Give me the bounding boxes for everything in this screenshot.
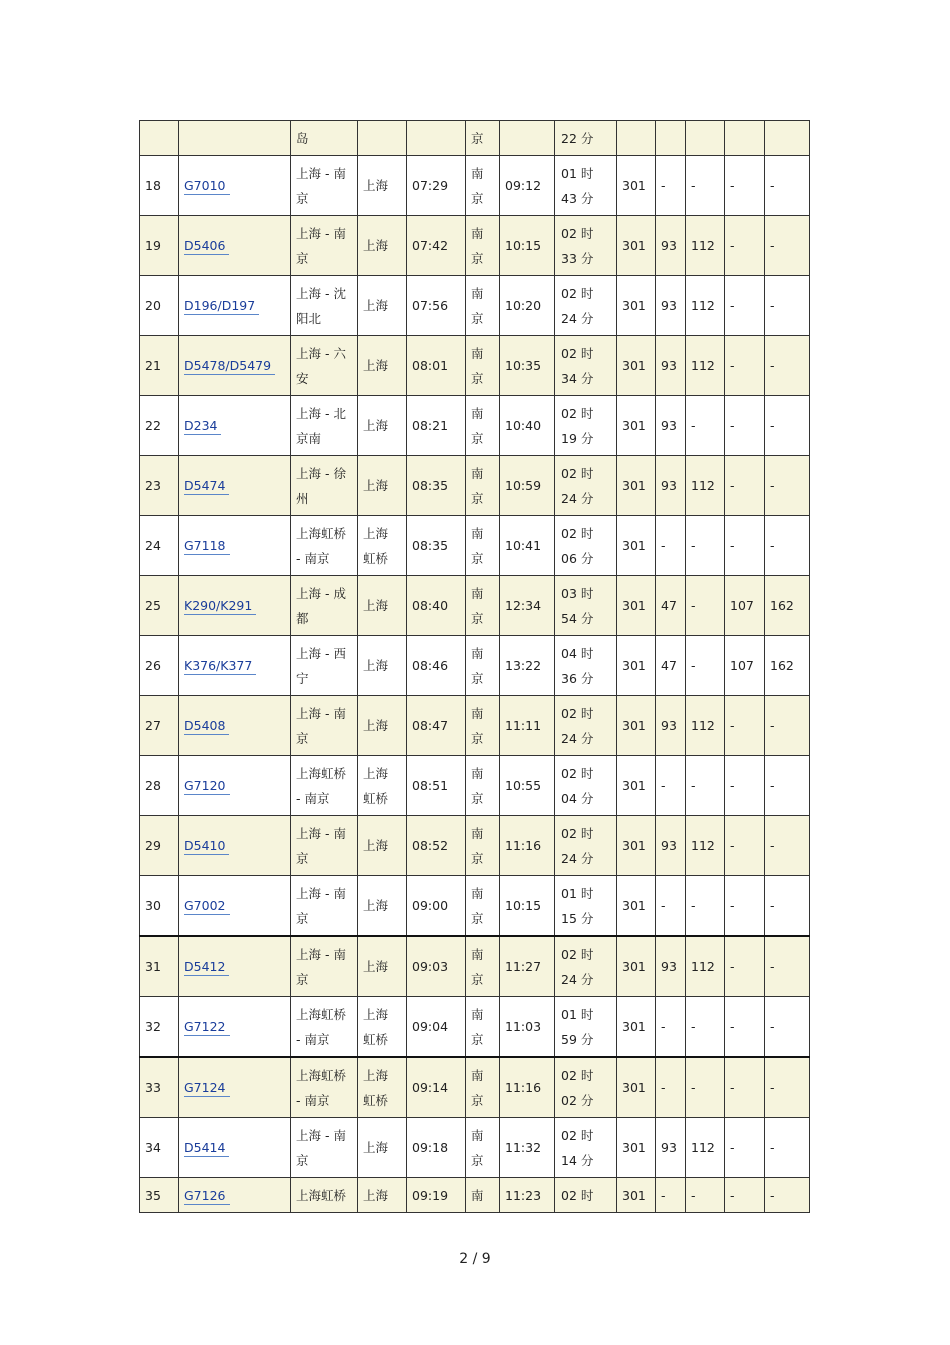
row-number-cell: 20 — [140, 276, 179, 336]
train-number-cell — [179, 1118, 291, 1178]
route-cell: 上海 - 南 京 — [291, 216, 358, 276]
departure-station-cell: 上海 — [358, 876, 407, 937]
route-cell: 上海虹桥 — [291, 1178, 358, 1213]
train-number-link[interactable]: D5412 — [184, 959, 229, 976]
route-cell: 上海 - 南 京 — [291, 156, 358, 216]
departure-time-cell: 07:56 — [407, 276, 466, 336]
duration-cell: 02 时 24 分 — [555, 936, 617, 997]
train-number-link[interactable]: D5414 — [184, 1140, 229, 1157]
price-cell: 301 — [617, 396, 656, 456]
price-cell: - — [656, 876, 686, 937]
price-cell: 301 — [617, 456, 656, 516]
price-cell: 47 — [656, 576, 686, 636]
arrival-time-cell: 11:11 — [500, 696, 555, 756]
table-row — [140, 1118, 810, 1178]
departure-station-cell: 上海 — [358, 396, 407, 456]
price-cell: 301 — [617, 756, 656, 816]
train-number-cell — [179, 816, 291, 876]
train-number-link[interactable]: K290/K291 — [184, 598, 256, 615]
duration-cell: 03 时 54 分 — [555, 576, 617, 636]
route-cell: 上海虹桥 - 南京 — [291, 1057, 358, 1118]
row-number-cell: 29 — [140, 816, 179, 876]
table-row — [140, 997, 810, 1058]
price-cell: - — [765, 696, 810, 756]
departure-time-cell: 07:29 — [407, 156, 466, 216]
table-row — [140, 396, 810, 456]
departure-time-cell: 08:51 — [407, 756, 466, 816]
price-cell — [765, 121, 810, 156]
price-cell: - — [725, 276, 765, 336]
train-number-link[interactable]: D5410 — [184, 838, 229, 855]
page-number: 2 / 9 — [459, 1251, 491, 1267]
train-number-cell — [179, 336, 291, 396]
route-cell: 岛 — [291, 121, 358, 156]
arrival-station-cell: 南 京 — [466, 876, 500, 937]
price-cell: 162 — [765, 576, 810, 636]
row-number-cell: 24 — [140, 516, 179, 576]
price-cell: 93 — [656, 216, 686, 276]
price-cell: - — [765, 816, 810, 876]
arrival-station-cell: 南 京 — [466, 636, 500, 696]
row-number-cell: 35 — [140, 1178, 179, 1213]
arrival-time-cell: 12:34 — [500, 576, 555, 636]
price-cell: - — [725, 216, 765, 276]
route-cell: 上海 - 六 安 — [291, 336, 358, 396]
train-schedule-table — [139, 120, 810, 1213]
train-number-cell — [179, 216, 291, 276]
price-cell: 107 — [725, 576, 765, 636]
price-cell: - — [686, 636, 725, 696]
table-row — [140, 156, 810, 216]
table-row — [140, 516, 810, 576]
train-number-cell — [179, 936, 291, 997]
arrival-station-cell: 南 京 — [466, 756, 500, 816]
train-number-cell — [179, 516, 291, 576]
duration-cell: 02 时 34 分 — [555, 336, 617, 396]
departure-time-cell: 08:01 — [407, 336, 466, 396]
arrival-station-cell: 南 京 — [466, 156, 500, 216]
price-cell: 301 — [617, 156, 656, 216]
price-cell: - — [765, 456, 810, 516]
price-cell: 301 — [617, 816, 656, 876]
price-cell: - — [656, 516, 686, 576]
arrival-station-cell: 南 — [466, 1178, 500, 1213]
train-number-cell — [179, 1057, 291, 1118]
train-number-cell — [179, 121, 291, 156]
arrival-station-cell: 南 京 — [466, 456, 500, 516]
row-number-cell: 22 — [140, 396, 179, 456]
arrival-time-cell: 10:15 — [500, 876, 555, 937]
route-cell: 上海虹桥 - 南京 — [291, 516, 358, 576]
train-number-link[interactable]: D5406 — [184, 238, 229, 255]
row-number-cell — [140, 121, 179, 156]
departure-time-cell: 08:40 — [407, 576, 466, 636]
price-cell: - — [725, 156, 765, 216]
price-cell: 301 — [617, 696, 656, 756]
route-cell: 上海 - 徐 州 — [291, 456, 358, 516]
departure-time-cell: 09:19 — [407, 1178, 466, 1213]
train-number-link[interactable]: G7126 — [184, 1188, 230, 1205]
arrival-time-cell: 10:15 — [500, 216, 555, 276]
price-cell: 112 — [686, 936, 725, 997]
price-cell: 301 — [617, 997, 656, 1058]
departure-station-cell: 上海 — [358, 816, 407, 876]
duration-cell: 02 时 02 分 — [555, 1057, 617, 1118]
duration-cell: 01 时 43 分 — [555, 156, 617, 216]
arrival-time-cell: 10:55 — [500, 756, 555, 816]
price-cell: 301 — [617, 1178, 656, 1213]
price-cell: 107 — [725, 636, 765, 696]
duration-cell: 02 时 24 分 — [555, 816, 617, 876]
duration-cell: 02 时 24 分 — [555, 276, 617, 336]
train-number-link[interactable]: G7002 — [184, 898, 230, 915]
train-number-cell — [179, 156, 291, 216]
price-cell: - — [765, 997, 810, 1058]
arrival-station-cell: 南 京 — [466, 997, 500, 1058]
table-row — [140, 756, 810, 816]
table-row — [140, 1057, 810, 1118]
price-cell: - — [686, 876, 725, 937]
departure-time-cell: 09:04 — [407, 997, 466, 1058]
departure-station-cell: 上海 虹桥 — [358, 756, 407, 816]
departure-time-cell: 08:35 — [407, 516, 466, 576]
train-number-cell — [179, 1178, 291, 1213]
price-cell — [686, 121, 725, 156]
train-number-cell — [179, 636, 291, 696]
price-cell: - — [765, 876, 810, 937]
arrival-station-cell: 南 京 — [466, 696, 500, 756]
price-cell: 93 — [656, 1118, 686, 1178]
route-cell: 上海 - 南 京 — [291, 876, 358, 937]
price-cell — [725, 121, 765, 156]
price-cell: - — [656, 156, 686, 216]
arrival-station-cell: 南 京 — [466, 516, 500, 576]
price-cell: - — [656, 756, 686, 816]
departure-time-cell: 09:00 — [407, 876, 466, 937]
table-row — [140, 576, 810, 636]
table-row — [140, 876, 810, 937]
price-cell: 112 — [686, 696, 725, 756]
departure-time-cell: 09:18 — [407, 1118, 466, 1178]
train-number-cell — [179, 276, 291, 336]
price-cell: - — [725, 1118, 765, 1178]
row-number-cell: 26 — [140, 636, 179, 696]
row-number-cell: 30 — [140, 876, 179, 937]
row-number-cell: 21 — [140, 336, 179, 396]
departure-time-cell: 09:03 — [407, 936, 466, 997]
row-number-cell: 32 — [140, 997, 179, 1058]
price-cell: 301 — [617, 876, 656, 937]
price-cell: - — [725, 936, 765, 997]
price-cell: - — [725, 997, 765, 1058]
arrival-time-cell: 13:22 — [500, 636, 555, 696]
route-cell: 上海 - 沈 阳北 — [291, 276, 358, 336]
departure-time-cell: 08:47 — [407, 696, 466, 756]
train-number-link[interactable]: G7118 — [184, 538, 230, 555]
departure-station-cell: 上海 虹桥 — [358, 516, 407, 576]
price-cell: 47 — [656, 636, 686, 696]
price-cell: 301 — [617, 516, 656, 576]
price-cell: - — [765, 396, 810, 456]
price-cell: - — [765, 756, 810, 816]
departure-time-cell: 08:46 — [407, 636, 466, 696]
price-cell: 112 — [686, 1118, 725, 1178]
route-cell: 上海虹桥 - 南京 — [291, 997, 358, 1058]
departure-station-cell: 上海 — [358, 456, 407, 516]
row-number-cell: 28 — [140, 756, 179, 816]
row-number-cell: 27 — [140, 696, 179, 756]
table-row — [140, 636, 810, 696]
arrival-station-cell: 南 京 — [466, 936, 500, 997]
price-cell: 93 — [656, 336, 686, 396]
departure-station-cell — [358, 121, 407, 156]
table-row — [140, 816, 810, 876]
table-row — [140, 121, 810, 156]
train-number-cell — [179, 396, 291, 456]
price-cell: 301 — [617, 1118, 656, 1178]
train-number-link[interactable]: D5478/D5479 — [184, 358, 275, 375]
duration-cell: 01 时 15 分 — [555, 876, 617, 937]
price-cell: - — [656, 1057, 686, 1118]
price-cell: 112 — [686, 816, 725, 876]
train-number-link[interactable]: G7124 — [184, 1080, 230, 1097]
price-cell: 93 — [656, 276, 686, 336]
train-number-link[interactable]: D196/D197 — [184, 298, 259, 315]
price-cell: - — [765, 276, 810, 336]
departure-time-cell: 08:21 — [407, 396, 466, 456]
route-cell: 上海 - 成 都 — [291, 576, 358, 636]
arrival-station-cell: 南 京 — [466, 216, 500, 276]
train-number-cell — [179, 456, 291, 516]
price-cell: 112 — [686, 336, 725, 396]
table-row — [140, 696, 810, 756]
departure-time-cell: 08:35 — [407, 456, 466, 516]
price-cell: 301 — [617, 336, 656, 396]
duration-cell: 04 时 36 分 — [555, 636, 617, 696]
price-cell: - — [725, 876, 765, 937]
price-cell: - — [656, 997, 686, 1058]
price-cell: 93 — [656, 696, 686, 756]
train-number-link[interactable]: G7122 — [184, 1019, 230, 1036]
price-cell: - — [765, 216, 810, 276]
price-cell: - — [765, 516, 810, 576]
arrival-station-cell: 南 京 — [466, 1118, 500, 1178]
departure-station-cell: 上海 — [358, 1118, 407, 1178]
price-cell: - — [656, 1178, 686, 1213]
row-number-cell: 18 — [140, 156, 179, 216]
price-cell: - — [765, 1118, 810, 1178]
departure-time-cell — [407, 121, 466, 156]
route-cell: 上海 - 西 宁 — [291, 636, 358, 696]
price-cell: - — [765, 936, 810, 997]
departure-station-cell: 上海 — [358, 156, 407, 216]
duration-cell: 02 时 24 分 — [555, 456, 617, 516]
row-number-cell: 19 — [140, 216, 179, 276]
arrival-station-cell: 南 京 — [466, 1057, 500, 1118]
row-number-cell: 31 — [140, 936, 179, 997]
price-cell: 112 — [686, 456, 725, 516]
table-row — [140, 216, 810, 276]
departure-station-cell: 上海 — [358, 636, 407, 696]
arrival-time-cell: 10:40 — [500, 396, 555, 456]
departure-time-cell: 07:42 — [407, 216, 466, 276]
arrival-station-cell: 南 京 — [466, 336, 500, 396]
price-cell: - — [686, 997, 725, 1058]
route-cell: 上海 - 北 京南 — [291, 396, 358, 456]
price-cell: 93 — [656, 456, 686, 516]
price-cell: - — [686, 1057, 725, 1118]
duration-cell: 02 时 04 分 — [555, 756, 617, 816]
row-number-cell: 34 — [140, 1118, 179, 1178]
duration-cell: 02 时 19 分 — [555, 396, 617, 456]
table-row — [140, 276, 810, 336]
arrival-time-cell: 10:59 — [500, 456, 555, 516]
price-cell: 162 — [765, 636, 810, 696]
arrival-station-cell: 南 京 — [466, 816, 500, 876]
arrival-time-cell: 11:27 — [500, 936, 555, 997]
route-cell: 上海 - 南 京 — [291, 816, 358, 876]
price-cell: - — [765, 336, 810, 396]
price-cell: - — [725, 456, 765, 516]
train-number-link[interactable]: D5408 — [184, 718, 229, 735]
arrival-time-cell — [500, 121, 555, 156]
departure-time-cell: 09:14 — [407, 1057, 466, 1118]
arrival-time-cell: 10:41 — [500, 516, 555, 576]
train-number-cell — [179, 696, 291, 756]
arrival-time-cell: 09:12 — [500, 156, 555, 216]
price-cell: 301 — [617, 936, 656, 997]
price-cell: 112 — [686, 216, 725, 276]
departure-station-cell: 上海 虹桥 — [358, 1057, 407, 1118]
departure-station-cell: 上海 — [358, 936, 407, 997]
price-cell: 93 — [656, 396, 686, 456]
departure-station-cell: 上海 虹桥 — [358, 997, 407, 1058]
train-number-cell — [179, 756, 291, 816]
train-number-cell — [179, 876, 291, 937]
arrival-time-cell: 11:32 — [500, 1118, 555, 1178]
departure-station-cell: 上海 — [358, 696, 407, 756]
arrival-station-cell: 南 京 — [466, 396, 500, 456]
train-number-link[interactable]: D234 — [184, 418, 221, 435]
row-number-cell: 25 — [140, 576, 179, 636]
price-cell: - — [725, 336, 765, 396]
arrival-time-cell: 10:35 — [500, 336, 555, 396]
route-cell: 上海 - 南 京 — [291, 696, 358, 756]
departure-station-cell: 上海 — [358, 576, 407, 636]
price-cell: 112 — [686, 276, 725, 336]
arrival-time-cell: 11:16 — [500, 816, 555, 876]
train-number-link[interactable]: G7120 — [184, 778, 230, 795]
price-cell: 93 — [656, 816, 686, 876]
train-number-cell — [179, 997, 291, 1058]
price-cell: 301 — [617, 636, 656, 696]
train-number-link[interactable]: K376/K377 — [184, 658, 256, 675]
arrival-station-cell: 南 京 — [466, 576, 500, 636]
table-row — [140, 336, 810, 396]
price-cell: - — [686, 756, 725, 816]
row-number-cell: 23 — [140, 456, 179, 516]
arrival-time-cell: 11:23 — [500, 1178, 555, 1213]
price-cell: - — [765, 1178, 810, 1213]
departure-station-cell: 上海 — [358, 276, 407, 336]
train-number-link[interactable]: G7010 — [184, 178, 230, 195]
price-cell: - — [765, 1057, 810, 1118]
price-cell: - — [686, 576, 725, 636]
price-cell: - — [765, 156, 810, 216]
arrival-station-cell: 京 — [466, 121, 500, 156]
departure-station-cell: 上海 — [358, 1178, 407, 1213]
arrival-time-cell: 11:03 — [500, 997, 555, 1058]
price-cell: - — [725, 756, 765, 816]
duration-cell: 22 分 — [555, 121, 617, 156]
price-cell: - — [686, 1178, 725, 1213]
arrival-time-cell: 11:16 — [500, 1057, 555, 1118]
duration-cell: 02 时 33 分 — [555, 216, 617, 276]
arrival-time-cell: 10:20 — [500, 276, 555, 336]
price-cell — [656, 121, 686, 156]
route-cell: 上海虹桥 - 南京 — [291, 756, 358, 816]
price-cell — [617, 121, 656, 156]
row-number-cell: 33 — [140, 1057, 179, 1118]
price-cell: - — [686, 156, 725, 216]
price-cell: - — [725, 1178, 765, 1213]
duration-cell: 02 时 — [555, 1178, 617, 1213]
table-row — [140, 936, 810, 997]
duration-cell: 02 时 24 分 — [555, 696, 617, 756]
route-cell: 上海 - 南 京 — [291, 1118, 358, 1178]
price-cell: - — [725, 1057, 765, 1118]
duration-cell: 02 时 14 分 — [555, 1118, 617, 1178]
price-cell: 301 — [617, 1057, 656, 1118]
route-cell: 上海 - 南 京 — [291, 936, 358, 997]
departure-station-cell: 上海 — [358, 336, 407, 396]
price-cell: - — [725, 696, 765, 756]
price-cell: - — [725, 516, 765, 576]
train-number-link[interactable]: D5474 — [184, 478, 229, 495]
price-cell: - — [725, 396, 765, 456]
price-cell: - — [686, 396, 725, 456]
price-cell: 301 — [617, 276, 656, 336]
price-cell: 93 — [656, 936, 686, 997]
table-row — [140, 456, 810, 516]
price-cell: 301 — [617, 216, 656, 276]
departure-station-cell: 上海 — [358, 216, 407, 276]
table-row — [140, 1178, 810, 1213]
duration-cell: 02 时 06 分 — [555, 516, 617, 576]
arrival-station-cell: 南 京 — [466, 276, 500, 336]
price-cell: - — [686, 516, 725, 576]
departure-time-cell: 08:52 — [407, 816, 466, 876]
price-cell: 301 — [617, 576, 656, 636]
duration-cell: 01 时 59 分 — [555, 997, 617, 1058]
train-number-cell — [179, 576, 291, 636]
price-cell: - — [725, 816, 765, 876]
